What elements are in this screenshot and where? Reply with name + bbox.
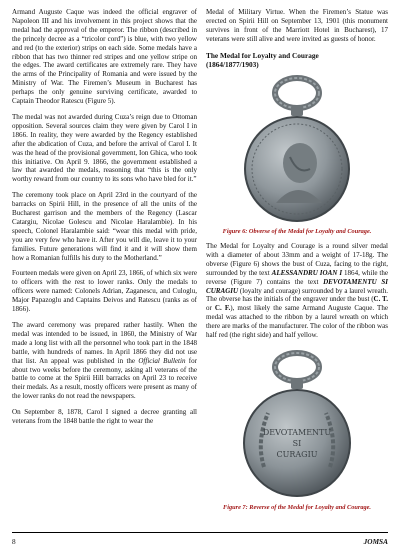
reverse-legend-line-2: SI (292, 439, 302, 448)
figure-reverse-medal (206, 347, 388, 501)
paragraph-september-decree: On September 8, 1878, Carol I signed a decree granting all veterans from the 1848 battle the right to wear the (12, 408, 197, 426)
desc-text-1: The Medal for Loyalty and Courage is a round silver medal with a diameter of about 33mm and a weight of 17-18g. The obverse (Figure 6) shows the bust of Cuza, facing to the right, surrounded by the text (206, 242, 388, 277)
paragraph-military-virtue: Medal of Military Virtue. When the Firemen’s Statue was erected on Spirii Hill on September 13, 1901 (this monument survives in front of the Marriott Hotel in Bucharest), 17 veterans were still alive and were invited as guests of honor. (206, 8, 388, 43)
right-column (206, 8, 388, 518)
award-text-before: The award ceremony was prepared rather hastily. When the medal was intended to be issued, in 1860, the Ministry of War made a long list with all the personnel who took part in the 1848 battle, with hundreds of names. In April 1866 they did not use that list. An appeal was published in the (12, 321, 197, 365)
figure-6-caption: Figure 6: Obverse of the Medal for Loyalty and Courage. (222, 228, 372, 236)
paragraph-caque: Armand Auguste Caque was indeed the official engraver of Napoleon III and his involvement in this project shows that the medal had the approval of the emperor. The ribbon (described in the princely decree as a “tricolor cord”) is blue, with two yellow and red (to the exterior) strips on each side. Some medals have a ribbon that has two thinner red stripes and one yellow stripe on the edges. The award certificates are extremely rare. They have the arms of the Principality of Romania and were issued by the Ministry of War. The Firemen’s Museum in Bucharest has perhaps the only genuine surviving certificate, awarded to Captain Theodor Ratescu (Figure 5). (12, 8, 197, 106)
reverse-legend: DEVOTAMENTU SI CURAGIU (206, 277, 388, 295)
paragraph-award-ceremony (12, 321, 197, 401)
desc-text-3: (loyalty and courage) surrounded by a laurel wreath. The obverse has the initials of the engraver under the bust ( (206, 286, 388, 304)
figure-7-caption: Figure 7: Reverse of the Medal for Loyalty and Courage. (223, 504, 371, 511)
page-footer (12, 532, 388, 546)
desc-text-2: 1864, while the reverse (Figure 7) contains the text (206, 268, 388, 286)
engraver-initials-1: C. T. (373, 295, 388, 304)
figure-obverse-medal (206, 71, 388, 225)
page-number: 8 (12, 537, 16, 546)
paragraph-fourteen-medals: Fourteen medals were given on April 23, 1866, of which six were to officers with the rest to lower ranks. Only the medals to officers were named: Colonels Adrian, Zaganescu, and Culoglu, Major Papazoglu and Captains Deivos and Ratescu (ranks as of 1866). (12, 269, 197, 314)
obverse-legend: ALESSANDRU IOAN I (271, 268, 343, 277)
journal-name: JOMSA (363, 537, 388, 546)
reverse-medal-image (206, 347, 388, 501)
engraver-initials-2: C. F. (214, 304, 231, 313)
award-text-after: for about two weeks before the ceremony, asking all veterans of the battle to come at the Spirii Hill barracks on April 23 to receive their medals. As a result, mostly officers were present as many of the lower ranks do not read the newspapers. (12, 356, 197, 401)
paragraph-cuza-reign: The medal was not awarded during Cuza’s reign due to Ottoman opposition. Several sources claim they were given by Carol I in 1866. In reality, they were awarded by the Regency established after the abdication of Cuza, and before the arrival of Carol I. It was the head of the provisional government, Ion Ghica, who took this initiative. On April 9. 1866, the government established a law that awarded the medals, reasoning that “this is the only worthy reward from our country to its sons who have bled for it.” (12, 112, 197, 184)
section-heading-years: (1864/1877/1903) (206, 59, 259, 69)
obverse-medal-image (206, 71, 388, 225)
desc-text-4: or (206, 304, 215, 313)
official-bulletin-title: Official Bulletin (138, 356, 186, 365)
section-heading-title: The Medal for Loyalty and Courage (206, 50, 319, 60)
section-heading (206, 51, 388, 69)
desc-text-5: ), most likely the same Armand Auguste Caque. The medal was attached to the ribbon by a laurel wreath on which there are marks of the manufacturer. The color of the ribbon was half red (the right side) and half yellow. (206, 304, 388, 340)
paragraph-medal-description (206, 242, 388, 340)
reverse-legend-line-1: DEVOTAMENTU (262, 428, 332, 437)
reverse-legend-line-3: CURAGIU (276, 450, 318, 459)
left-column (12, 8, 197, 433)
paragraph-ceremony: The ceremony took place on April 23rd in the courtyard of the barracks on Spirii Hill, in the presence of all the units of the Bucharest garrison and the members of the Regency (Lascar Catargiu, Nicolae Golescu and Nicolae Haralambie). In his speech, Colonel Haralambie said: “wear this medal with pride, you are very few who have it. After you will die, leave it to your families. Future generations will find it and it will show them how a Romanian fulfills his duty to the Motherland.” (12, 191, 197, 262)
